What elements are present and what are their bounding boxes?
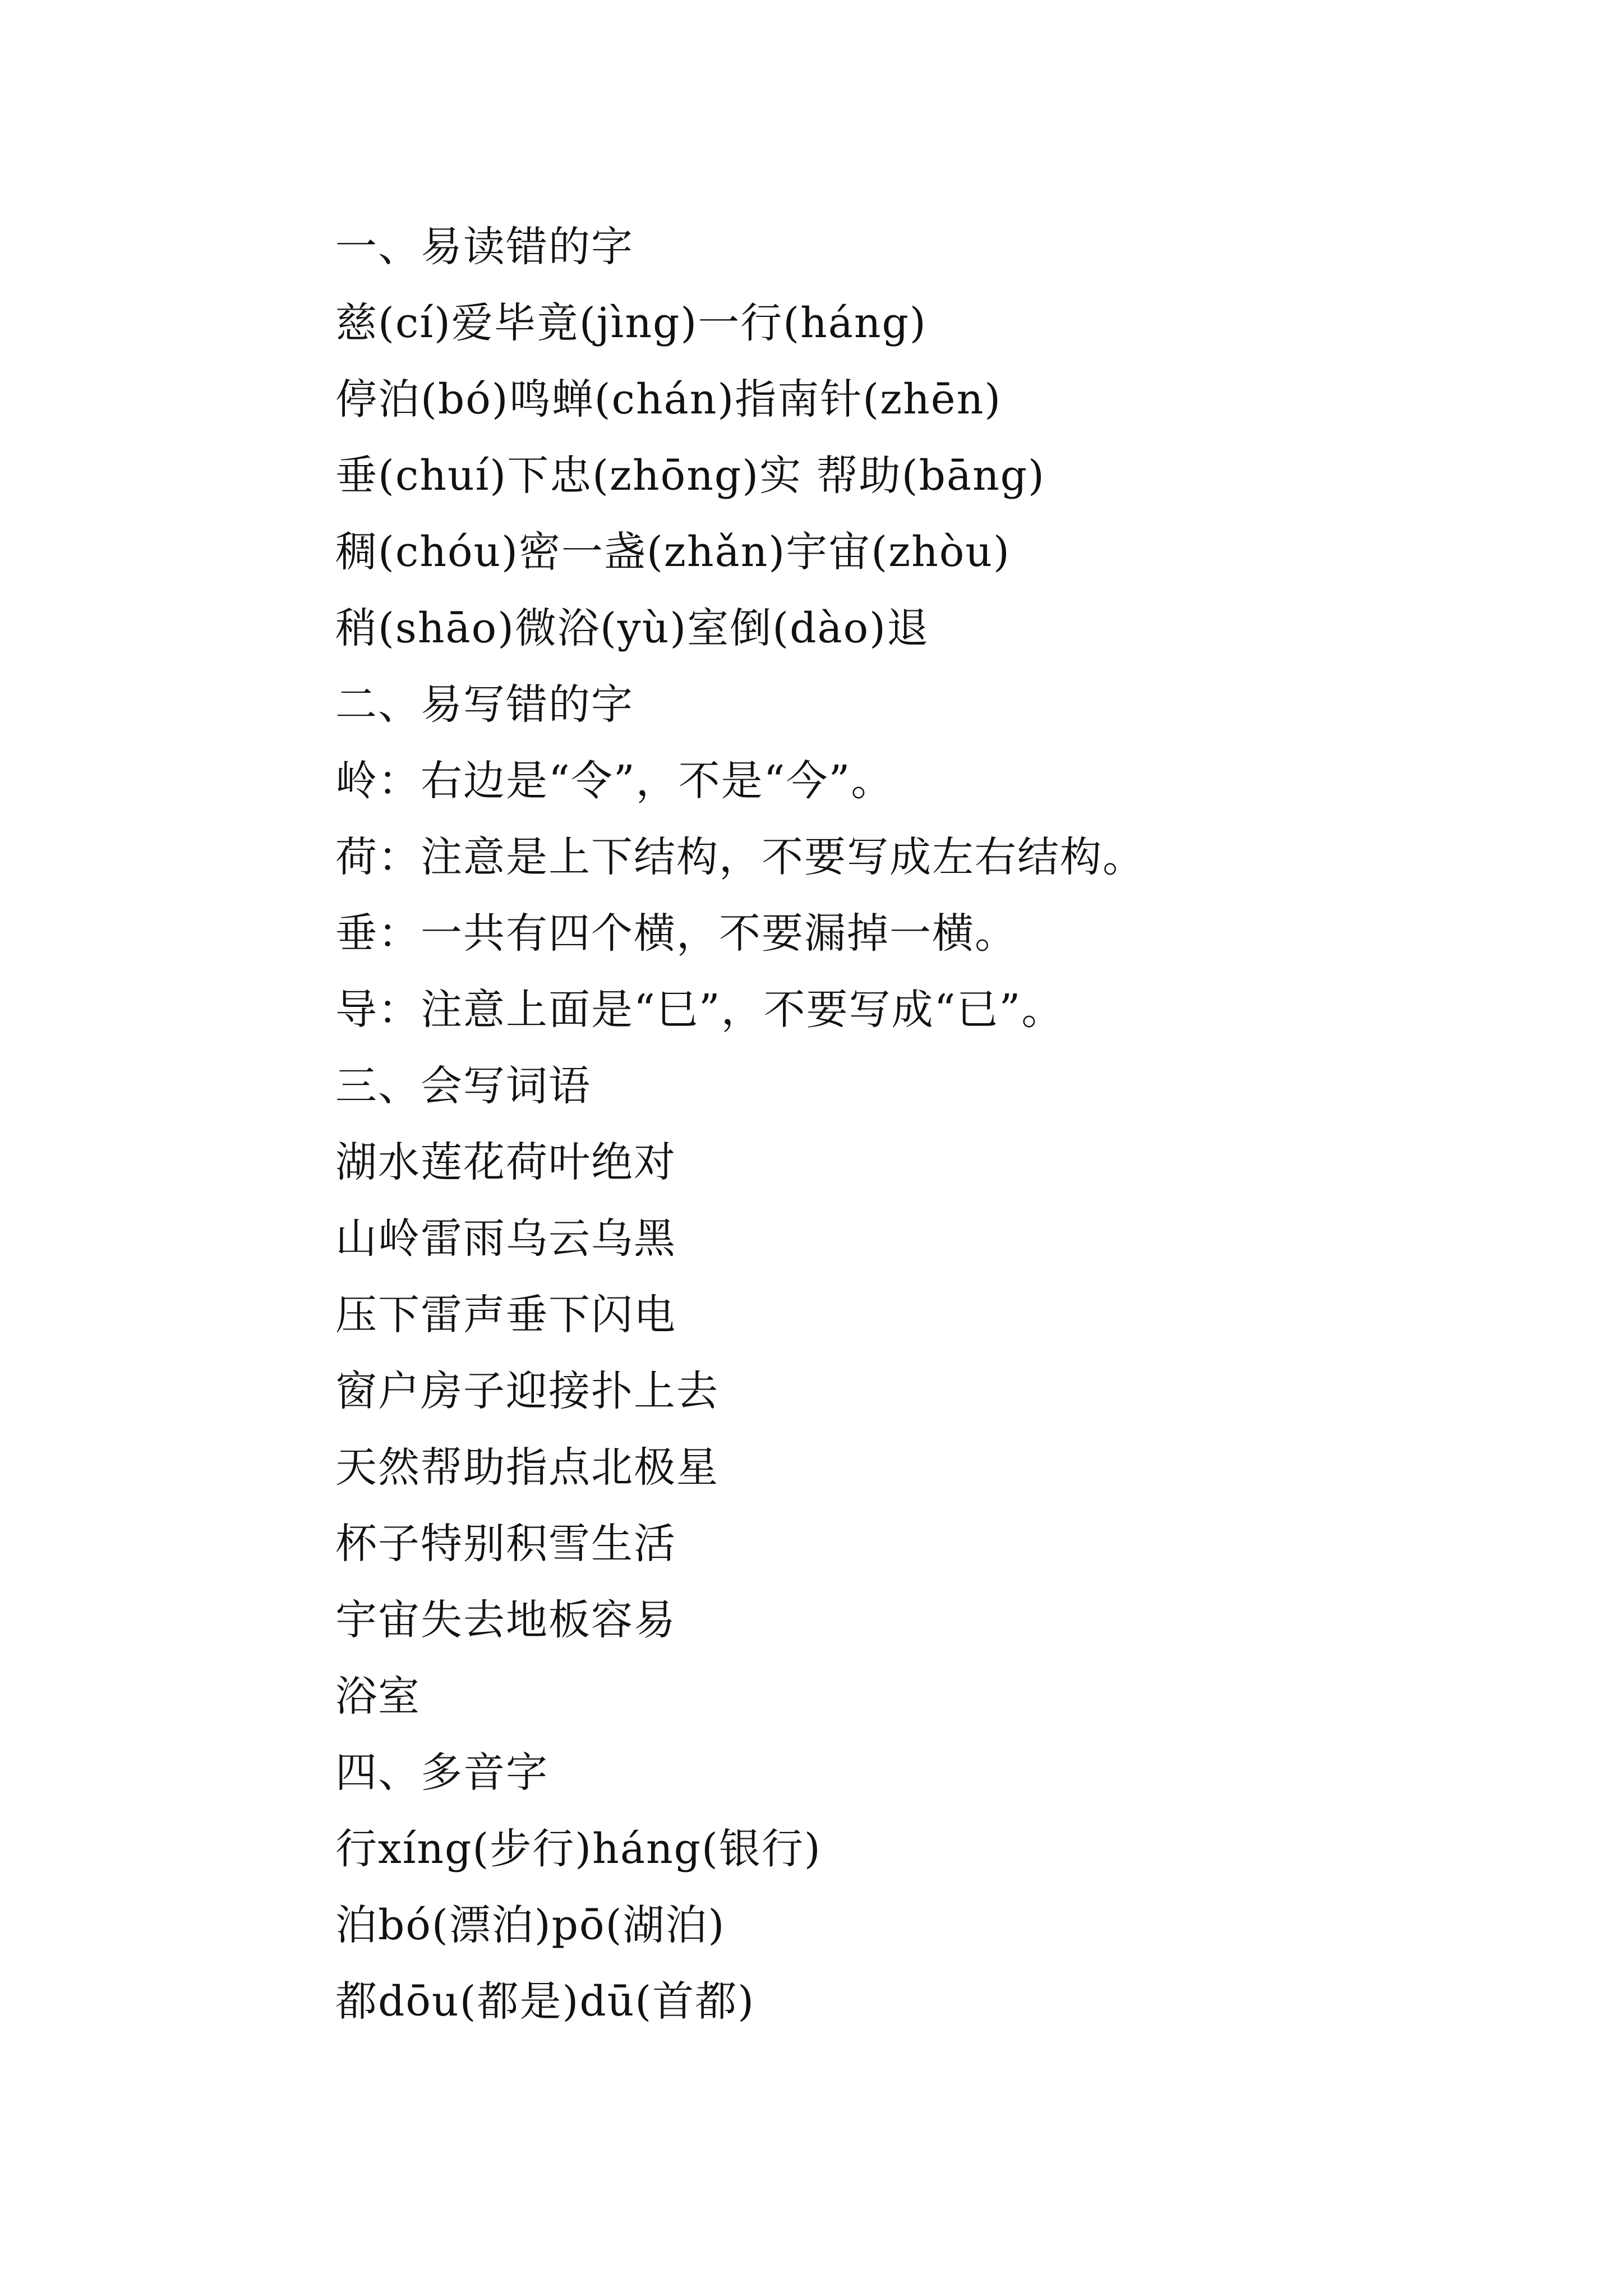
section-heading-easily-misread: 一、易读错的字 [335,223,634,271]
text-line: 天然帮助指点北极星 [335,1443,719,1492]
document-body [335,209,1569,2040]
text-line: 窗户房子迎接扑上去 [335,1367,719,1415]
text-line: 压下雷声垂下闪电 [335,1291,676,1339]
text-line: 宇宙失去地板容易 [335,1596,676,1644]
text-line: 导：注意上面是“巳”，不要写成“已”。 [335,986,1064,1034]
text-line: 垂：一共有四个横，不要漏掉一横。 [335,909,1017,958]
text-line: 浴室 [335,1672,421,1720]
text-line: 泊bó(漂泊)pō(湖泊) [335,1901,726,1949]
text-line: 岭：右边是“令”，不是“今”。 [335,757,894,805]
text-line: 垂(chuí)下忠(zhōng)实 帮助(bāng) [335,452,1045,500]
text-line: 杯子特别积雪生活 [335,1520,676,1568]
text-line: 荷：注意是上下结构，不要写成左右结构。 [335,833,1145,881]
section-heading-easily-miswritten: 二、易写错的字 [335,680,634,729]
text-line: 稍(shāo)微浴(yù)室倒(dào)退 [335,604,930,652]
text-line: 行xíng(步行)háng(银行) [335,1825,822,1873]
text-line: 慈(cí)爱毕竟(jìng)一行(háng) [335,299,927,347]
text-line: 停泊(bó)鸣蝉(chán)指南针(zhēn) [335,375,1002,424]
text-line: 山岭雷雨乌云乌黑 [335,1214,676,1263]
text-line: 都dōu(都是)dū(首都) [335,1977,755,2026]
section-heading-vocabulary: 三、会写词语 [335,1062,591,1110]
text-line: 湖水莲花荷叶绝对 [335,1138,676,1186]
text-line: 稠(chóu)密一盏(zhǎn)宇宙(zhòu) [335,528,1011,576]
section-heading-polyphones: 四、多音字 [335,1749,548,1797]
